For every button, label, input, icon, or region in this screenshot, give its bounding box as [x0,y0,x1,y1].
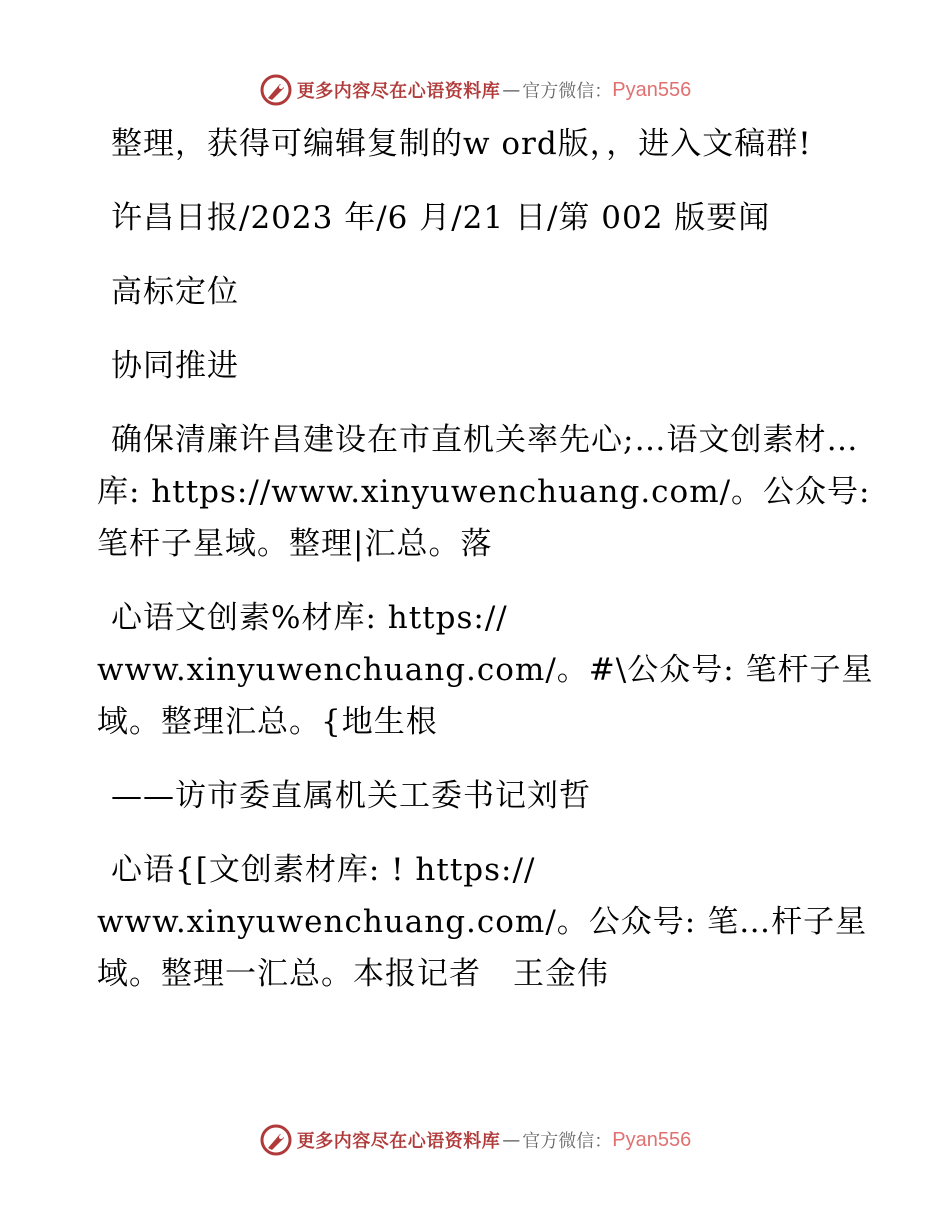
header-brand-text: 更多内容尽在心语资料库 [296,81,501,102]
intro-paragraph: 整理，获得可编辑复制的w ord版，，进入文稿群! [111,126,812,162]
dateline: 许昌日报/2023 年/6 月/21 日/第 002 版要闻 [111,200,771,236]
footer-wechat-id: Pyan556 [612,1128,692,1151]
subtitle: ——访市委直属机关工委书记刘哲 [111,778,591,814]
pen-nib-logo-icon [259,73,293,107]
article-body [97,118,887,1022]
headline-line-1: 高标定位 [111,274,239,310]
header-wechat-label: 官方微信： [522,81,613,102]
footer-brand-text: 更多内容尽在心语资料库 [296,1131,501,1152]
footer-banner [0,1120,950,1160]
header-wechat-id: Pyan556 [612,78,692,101]
paragraph-2: 心语文创素%材库: https:// www.xinyuwenchuang.com/。#\公众号: 笔杆子星域。整理汇总。{地生根 [97,600,874,740]
header-dash: — [502,79,521,101]
header-banner [0,70,950,110]
footer-wechat-label: 官方微信： [522,1131,613,1152]
paragraph-3: 心语{[文创素材库: ! https:// www.xinyuwenchuang.com/。公众号: 笔…杆子星域。整理一汇总。本报记者 王金伟 [97,852,868,992]
headline-line-2: 协同推进 [111,348,239,384]
pen-nib-logo-icon [259,1123,293,1157]
paragraph-1: 确保清廉许昌建设在市直机关率先心;…语文创素材…库: https://www.xinyuwenchuang.com/。公众号: 笔杆子星域。整理|汇总。落 [97,422,882,562]
footer-dash: — [502,1129,521,1151]
